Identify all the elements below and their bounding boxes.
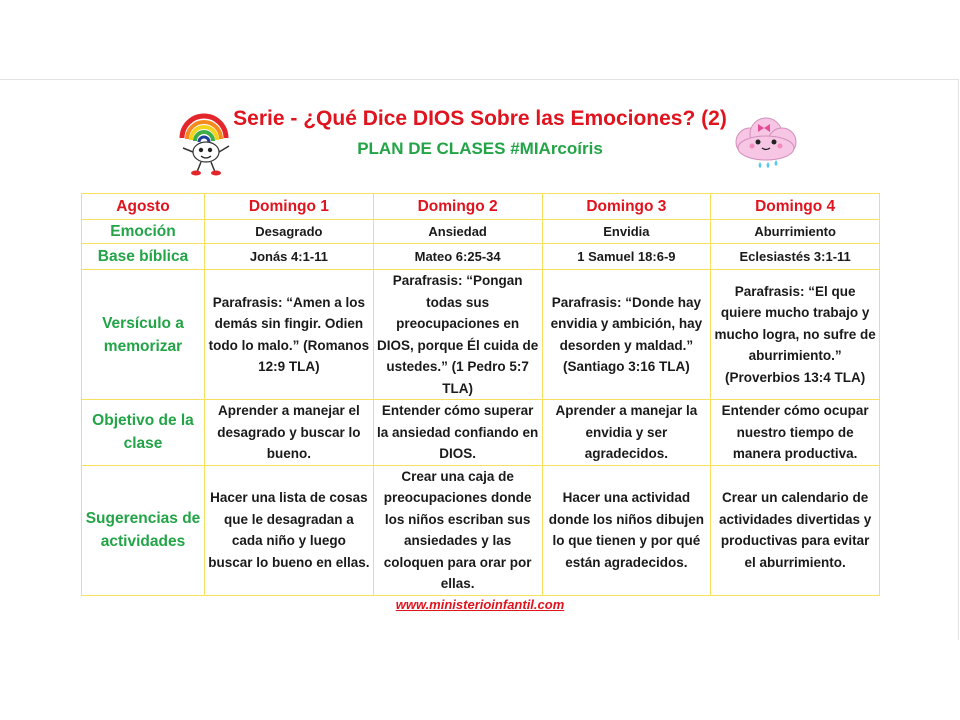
table-cell: Aprender a manejar la envidia y ser agradecidos. [542, 400, 711, 466]
table-cell: Parafrasis: “Donde hay envidia y ambición, hay desorden y maldad.” (Santiago 3:16 TLA) [542, 270, 711, 400]
table-cell: Hacer una actividad donde los niños dibujen lo que tienen y por qué están agradecidos. [542, 465, 711, 595]
table-cell: Hacer una lista de cosas que le desagradan a cada niño y luego buscar lo bueno en ellas. [205, 465, 374, 595]
table-cell: Eclesiastés 3:1-11 [711, 244, 880, 270]
website-link[interactable]: www.ministerioinfantil.com [395, 597, 565, 612]
page-title: Serie - ¿Qué Dice DIOS Sobre las Emociones? (2) [233, 107, 727, 130]
column-header: Domingo 1 [205, 194, 374, 220]
table-cell: Parafrasis: “Pongan todas sus preocupaciones en DIOS, porque Él cuida de ustedes.” (1 Pedro 5:7 TLA) [373, 270, 542, 400]
table-cell: Ansiedad [373, 220, 542, 244]
table-cell: Mateo 6:25-34 [373, 244, 542, 270]
table-cell: Parafrasis: “El que quiere mucho trabajo y mucho logra, no sufre de aburrimiento.” (Proverbios 13:4 TLA) [711, 270, 880, 400]
table-header-row [82, 194, 880, 220]
table-cell: Parafrasis: “Amen a los demás sin fingir. Odien todo lo malo.” (Romanos 12:9 TLA) [205, 270, 374, 400]
table-cell: Desagrado [205, 220, 374, 244]
page-subtitle: PLAN DE CLASES #MIArcoíris [357, 139, 603, 158]
table-cell: Crear un calendario de actividades divertidas y productivas para evitar el aburrimiento. [711, 465, 880, 595]
column-header: Domingo 4 [711, 194, 880, 220]
row-label: Versículo a memorizar [82, 270, 205, 400]
table-cell: Entender cómo ocupar nuestro tiempo de manera productiva. [711, 400, 880, 466]
table-row-activities [82, 465, 880, 595]
table-cell: Crear una caja de preocupaciones donde los niños escriban sus ansiedades y las coloquen para orar por ellas. [373, 465, 542, 595]
table-row-objective [82, 400, 880, 466]
table-cell: Envidia [542, 220, 711, 244]
row-label: Emoción [82, 220, 205, 244]
table-row-verse [82, 270, 880, 400]
row-label: Sugerencias de actividades [82, 465, 205, 595]
column-header: Domingo 2 [373, 194, 542, 220]
table-cell: Entender cómo superar la ansiedad confiando en DIOS. [373, 400, 542, 466]
row-label: Objetivo de la clase [82, 400, 205, 466]
month-header: Agosto [82, 194, 205, 220]
table-row-emotion [82, 220, 880, 244]
table-cell: Aprender a manejar el desagrado y buscar lo bueno. [205, 400, 374, 466]
table-cell: Aburrimiento [711, 220, 880, 244]
row-label: Base bíblica [82, 244, 205, 270]
lesson-plan-table [81, 193, 880, 596]
table-cell: Jonás 4:1-11 [205, 244, 374, 270]
column-header: Domingo 3 [542, 194, 711, 220]
table-row-base [82, 244, 880, 270]
table-cell: 1 Samuel 18:6-9 [542, 244, 711, 270]
